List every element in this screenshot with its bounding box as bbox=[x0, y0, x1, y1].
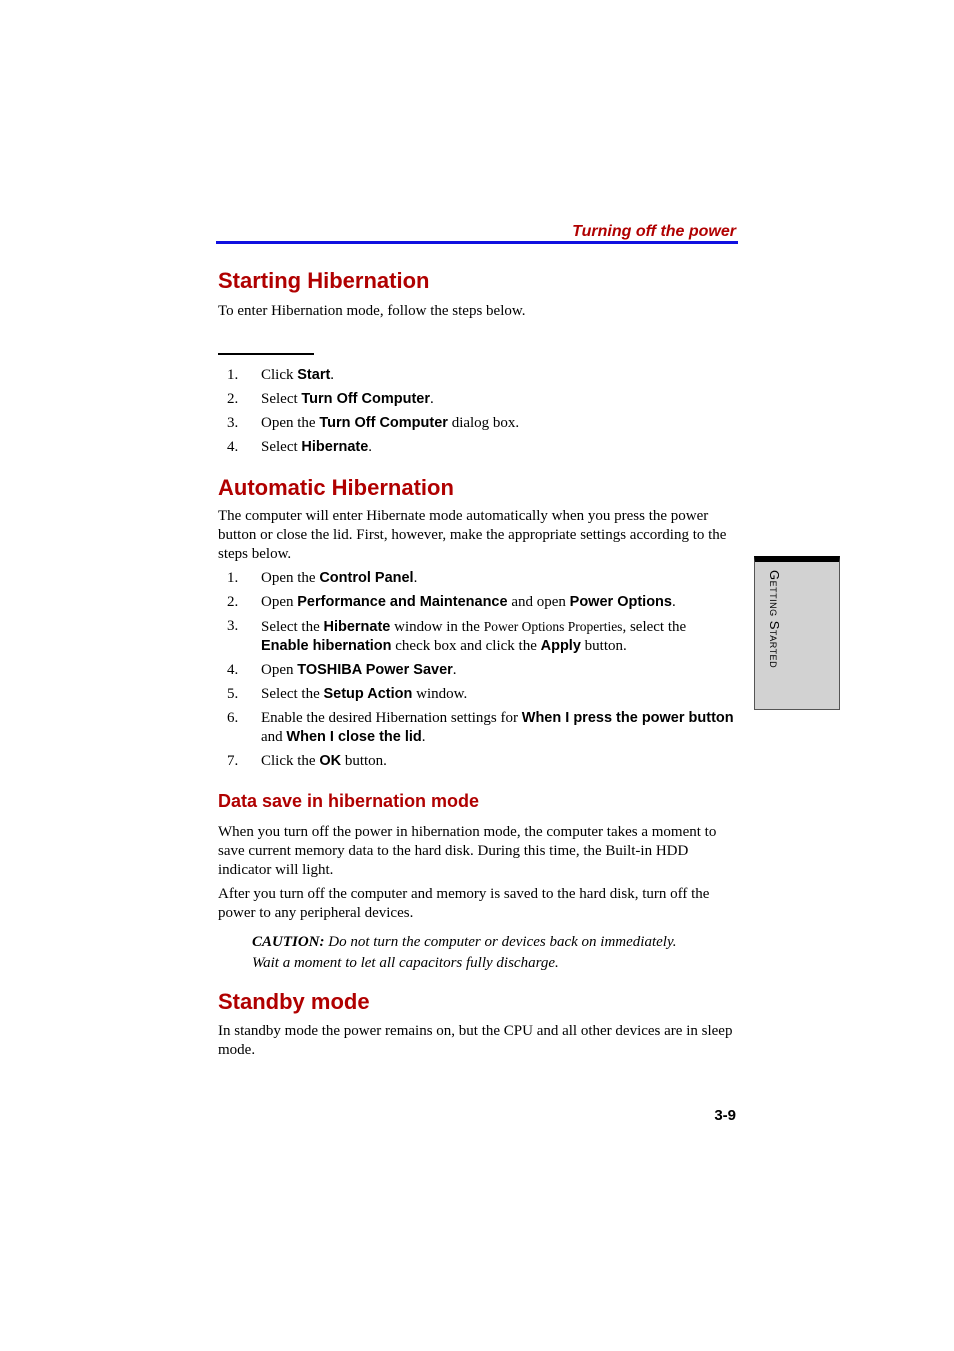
list-item bbox=[227, 709, 737, 747]
list-item bbox=[227, 366, 737, 385]
list-item-number: 4. bbox=[227, 662, 239, 678]
list-item-fragment: button. bbox=[341, 753, 387, 769]
list-item-fragment: . bbox=[368, 439, 373, 455]
list-item-fragment: Click bbox=[261, 367, 298, 383]
list-item bbox=[227, 390, 737, 409]
list-item-number: 2. bbox=[227, 594, 239, 610]
section-title-starting-hibernation: Starting Hibernation bbox=[218, 268, 430, 293]
list-item-text bbox=[261, 593, 737, 612]
ui-term: Turn Off Computer bbox=[301, 391, 431, 407]
section3-para1: When you turn off the power in hibernation mode, the computer takes a moment to save current memory data to the hard disk. During this time, the Built-in HDD indicator will light. bbox=[218, 824, 717, 878]
list-item-fragment: Click the bbox=[261, 753, 320, 769]
list-item-fragment: check box and click the bbox=[391, 638, 541, 654]
list-item bbox=[227, 661, 737, 680]
section-title-standby-mode: Standby mode bbox=[218, 989, 370, 1014]
list-item-number: 5. bbox=[227, 686, 239, 702]
list-item-text bbox=[261, 752, 737, 771]
ui-term: When I press the power button bbox=[521, 710, 734, 726]
caution-label: CAUTION: bbox=[252, 934, 325, 950]
page-number: 3-9 bbox=[714, 1107, 736, 1124]
list-item-number: 1. bbox=[227, 570, 239, 586]
list-item-fragment: Open the bbox=[261, 570, 320, 586]
list-item-fragment: button. bbox=[580, 638, 627, 654]
ui-term: Start bbox=[297, 367, 331, 383]
list-item-fragment: . bbox=[452, 662, 457, 678]
list-item-text bbox=[261, 366, 737, 385]
list-item-number: 2. bbox=[227, 391, 239, 407]
list-item-text bbox=[261, 414, 737, 433]
header-rule bbox=[216, 241, 738, 244]
list-item bbox=[227, 617, 737, 656]
list-item-text bbox=[261, 617, 737, 656]
list-item bbox=[227, 414, 737, 433]
list-item-text bbox=[261, 390, 737, 409]
list-item-fragment: Open the bbox=[261, 415, 320, 431]
chapter-side-tab bbox=[754, 556, 840, 710]
caution-text: Do not turn the computer or devices back on immediately. Wait a moment to let all capacitors fully discharge. bbox=[252, 934, 677, 971]
list-item-fragment: window. bbox=[412, 686, 468, 702]
list-item-fragment: Select bbox=[261, 439, 302, 455]
ui-term: Setup Action bbox=[323, 686, 413, 702]
list-item-fragment: Select the bbox=[261, 619, 324, 635]
list-item-fragment: window in the bbox=[390, 619, 484, 635]
list-item-fragment: . bbox=[330, 367, 335, 383]
section2-intro: The computer will enter Hibernate mode automatically when you press the power button or close the lid. First, however, make the appropriate settings according to the steps below. bbox=[218, 508, 727, 562]
list-item-text bbox=[261, 709, 737, 747]
list-item-fragment: dialog box. bbox=[447, 415, 520, 431]
ui-term: Turn Off Computer bbox=[319, 415, 448, 431]
ui-term: TOSHIBA Power Saver bbox=[297, 662, 453, 678]
section4-para: In standby mode the power remains on, but the CPU and all other devices are in sleep mode. bbox=[218, 1023, 733, 1058]
list-item-number: 6. bbox=[227, 710, 239, 726]
section-title-data-save: Data save in hibernation mode bbox=[218, 791, 480, 811]
section-title-automatic-hibernation: Automatic Hibernation bbox=[218, 475, 454, 500]
list-item-fragment: Open bbox=[261, 662, 298, 678]
short-rule bbox=[218, 353, 314, 355]
list-item-fragment: , select the bbox=[622, 619, 687, 635]
ui-term: Performance and Maintenance bbox=[297, 594, 508, 610]
list-item-text bbox=[261, 661, 737, 680]
list-item-number: 3. bbox=[227, 618, 239, 634]
list-item-number: 3. bbox=[227, 415, 239, 431]
section3-para2: After you turn off the computer and memory is saved to the hard disk, turn off the power to any peripheral devices. bbox=[218, 886, 710, 921]
list-item-fragment: . bbox=[430, 391, 434, 407]
chapter-tab-label: Getting Started bbox=[767, 570, 782, 669]
list-item bbox=[227, 752, 737, 771]
ui-term: Control Panel bbox=[319, 570, 414, 586]
list-item bbox=[227, 593, 737, 612]
list-item-fragment: Power Options Properties bbox=[483, 619, 623, 634]
list-item-fragment: and bbox=[261, 729, 287, 745]
caution-note bbox=[252, 932, 682, 974]
list-item-number: 7. bbox=[227, 753, 239, 769]
list-item bbox=[227, 569, 737, 588]
ui-term: When I close the lid bbox=[286, 729, 422, 745]
list-item-fragment: Enable the desired Hibernation settings for bbox=[261, 710, 522, 726]
list-item bbox=[227, 685, 737, 704]
running-head: Turning off the power bbox=[572, 223, 736, 240]
ui-term: Enable hibernation bbox=[261, 638, 392, 654]
list-item-text bbox=[261, 685, 737, 704]
list-item-fragment: . bbox=[671, 594, 676, 610]
ui-term: Power Options bbox=[569, 594, 672, 610]
ui-term: Apply bbox=[540, 638, 581, 654]
section1-intro: To enter Hibernation mode, follow the steps below. bbox=[218, 303, 526, 319]
list-item-fragment: . bbox=[421, 729, 426, 745]
list-item-number: 4. bbox=[227, 439, 239, 455]
list-item-fragment: and open bbox=[507, 594, 570, 610]
section1-steps bbox=[227, 366, 737, 462]
list-item-fragment: . bbox=[413, 570, 418, 586]
ui-term: Hibernate bbox=[323, 619, 391, 635]
section2-steps bbox=[227, 569, 737, 776]
list-item-number: 1. bbox=[227, 367, 239, 383]
list-item-text bbox=[261, 438, 737, 457]
list-item-fragment: Select bbox=[261, 391, 302, 407]
ui-term: OK bbox=[319, 753, 342, 769]
list-item-fragment: Select the bbox=[261, 686, 324, 702]
list-item-text bbox=[261, 569, 737, 588]
ui-term: Hibernate bbox=[301, 439, 369, 455]
list-item-fragment: Open bbox=[261, 594, 298, 610]
list-item bbox=[227, 438, 737, 457]
